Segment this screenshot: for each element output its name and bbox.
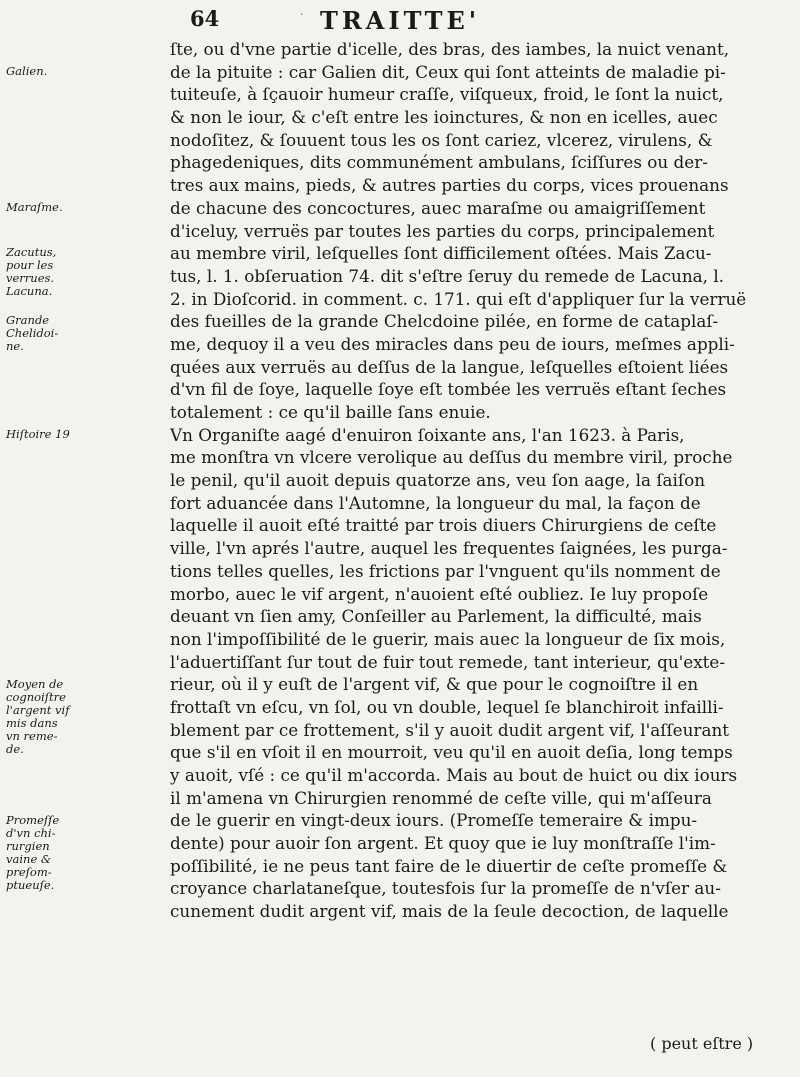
text-line: croyance charlataneſque, toutesfois ſur la promeſſe de n'vſer au- — [170, 878, 721, 899]
text-line: de chacune des concoctures, auec maraſme ou amaigriſſement — [170, 197, 706, 218]
header-ornament: · — [300, 8, 304, 21]
text-line: il m'amena vn Chirurgien renommé de ceſte ville, qui m'aſſeura — [170, 787, 712, 808]
text-line: ſte, ou d'vne partie d'icelle, des bras, des iambes, la nuict venant, — [170, 39, 730, 59]
text-line: phagedeniques, dits communément ambulans, ſciſſures ou der- — [170, 152, 708, 173]
text-line: fort aduancée dans l'Automne, la longueur du mal, la façon de — [170, 492, 701, 513]
margin-note-line: pour les — [6, 258, 54, 273]
margin-note-line: vaine & — [6, 851, 52, 866]
body-text — [170, 38, 770, 923]
margin-note-line: Zacutus, — [6, 245, 57, 260]
text-line: morbo, auec le vif argent, n'auoient eſté oubliez. Ie luy propoſe — [170, 583, 709, 604]
text-line: totalement : ce qu'il baille ſans enuie. — [170, 402, 491, 422]
page-number: 64 — [190, 6, 220, 31]
margin-note-line: de. — [6, 741, 24, 756]
catchword: ( peut eſtre ) — [650, 1034, 754, 1053]
text-line: tuiteuſe, à ſçauoir humeur craſſe, viſqueux, froid, le ſont la nuict, — [170, 84, 724, 105]
text-line: Vn Organiſte aagé d'enuiron ſoixante ans, l'an 1623. à Paris, — [170, 424, 685, 445]
text-line: de la pituite : car Galien dit, Ceux qui ſont atteints de maladie pi- — [170, 61, 726, 82]
margin-note-line: Moyen de — [6, 676, 64, 691]
text-line: laquelle il auoit eſté traitté par trois diuers Chirurgiens de ceſte — [170, 515, 717, 536]
text-line: d'vn fil de ſoye, laquelle ſoye eſt tombée les verruës eſtant ſeches — [170, 379, 727, 400]
margin-note-line: Maraſme. — [6, 199, 63, 214]
text-line: y auoit, vſé : ce qu'il m'accorda. Mais au bout de huict ou dix iours — [170, 765, 738, 785]
text-line: tres aux mains, pieds, & autres parties du corps, vices prouenans — [170, 175, 729, 196]
margin-note — [6, 246, 56, 298]
margin-note-line: Promeſſe — [6, 812, 60, 827]
margin-note-line: cognoiſtre — [6, 689, 66, 704]
margin-note-line: l'argent vif — [6, 702, 70, 717]
margin-note-line: Grande — [6, 313, 50, 328]
text-line: dente) pour auoir ſon argent. Et quoy que ie luy monſtraſſe l'im- — [170, 833, 716, 854]
margin-note-line: d'vn chi- — [6, 825, 56, 840]
text-line: d'iceluy, verruës par toutes les parties du corps, principalement — [170, 220, 715, 241]
text-line: poſſibilité, ie ne peus tant faire de le diuertir de ceſte promeſſe & — [170, 855, 728, 876]
text-line: frottaſt vn eſcu, vn ſol, ou vn double, lequel ſe blanchiroit infailli- — [170, 696, 724, 717]
text-line: blement par ce frottement, s'il y auoit dudit argent vif, l'aſſeurant — [170, 719, 730, 740]
margin-note-line: vn reme- — [6, 728, 58, 743]
text-line: cunement dudit argent vif, mais de la ſeule decoction, de laquelle — [170, 901, 729, 922]
margin-note-line: Galien. — [6, 63, 48, 78]
margin-note-line: ptueuſe. — [6, 877, 55, 892]
margin-note — [6, 678, 69, 756]
text-line: rieur, où il y euſt de l'argent vif, & que pour le cognoiſtre il en — [170, 674, 699, 695]
text-line: ville, l'vn aprés l'autre, auquel les frequentes ſaignées, les purga- — [170, 538, 728, 559]
margin-note-line: Chelidoi- — [6, 326, 59, 341]
text-line: non l'impoſſibilité de le guerir, mais auec la longueur de ſix mois, — [170, 628, 726, 649]
text-line: 2. in Dioſcorid. in comment. c. 171. qui eſt d'appliquer ſur la verruë — [170, 288, 747, 309]
text-line: des fueilles de la grande Chelcdoine pilée, en forme de cataplaſ- — [170, 311, 719, 332]
margin-note-line: rurgien — [6, 838, 50, 853]
margin-note-line: ne. — [6, 339, 24, 354]
text-line: que s'il en vſoit il en mourroit, veu qu'il en auoit deſia, long temps — [170, 742, 733, 763]
text-line: de le guerir en vingt-deux iours. (Promeſſe temeraire & impu- — [170, 810, 698, 831]
margin-note — [6, 814, 59, 892]
text-line: au membre viril, leſquelles ſont difficilement oſtées. Mais Zacu- — [170, 243, 712, 264]
text-line: me monſtra vn vlcere verolique au deſſus du membre viril, proche — [170, 447, 733, 468]
margin-note-line: Hiſtoire 19 — [6, 426, 70, 441]
text-line: l'aduertiſſant ſur tout de fuir tout remede, tant interieur, qu'exte- — [170, 651, 726, 672]
running-header — [190, 6, 750, 40]
text-line: tus, l. 1. obſeruation 74. dit s'eſtre ſeruy du remede de Lacuna, l. — [170, 265, 725, 286]
margin-note — [6, 314, 58, 353]
margin-note-line: Lacuna. — [6, 284, 53, 299]
margin-note — [6, 201, 63, 214]
text-line: tions telles quelles, les frictions par l'vnguent qu'ils nomment de — [170, 560, 721, 581]
margin-note — [6, 428, 70, 441]
text-line: nodoſitez, & ſouuent tous les os ſont cariez, vlcerez, virulens, & — [170, 129, 713, 150]
text-line: le penil, qu'il auoit depuis quatorze ans, veu ſon aage, la ſaiſon — [170, 470, 706, 491]
text-line: & non le iour, & c'eſt entre les ioinctures, & non en icelles, auec — [170, 107, 718, 128]
text-line: me, dequoy il a veu des miracles dans peu de iours, meſmes appli- — [170, 333, 735, 354]
margin-note-line: preſom- — [6, 864, 52, 879]
margin-note-line: verrues. — [6, 271, 55, 286]
margin-note-line: mis dans — [6, 715, 58, 730]
margin-note — [6, 65, 47, 78]
text-line: quées aux verruës au deſſus de la langue, leſquelles eſtoient liées — [170, 356, 729, 377]
running-title: TRAITTE' — [320, 6, 481, 35]
text-line: deuant vn ſien amy, Conſeiller au Parlement, la difficulté, mais — [170, 606, 702, 627]
